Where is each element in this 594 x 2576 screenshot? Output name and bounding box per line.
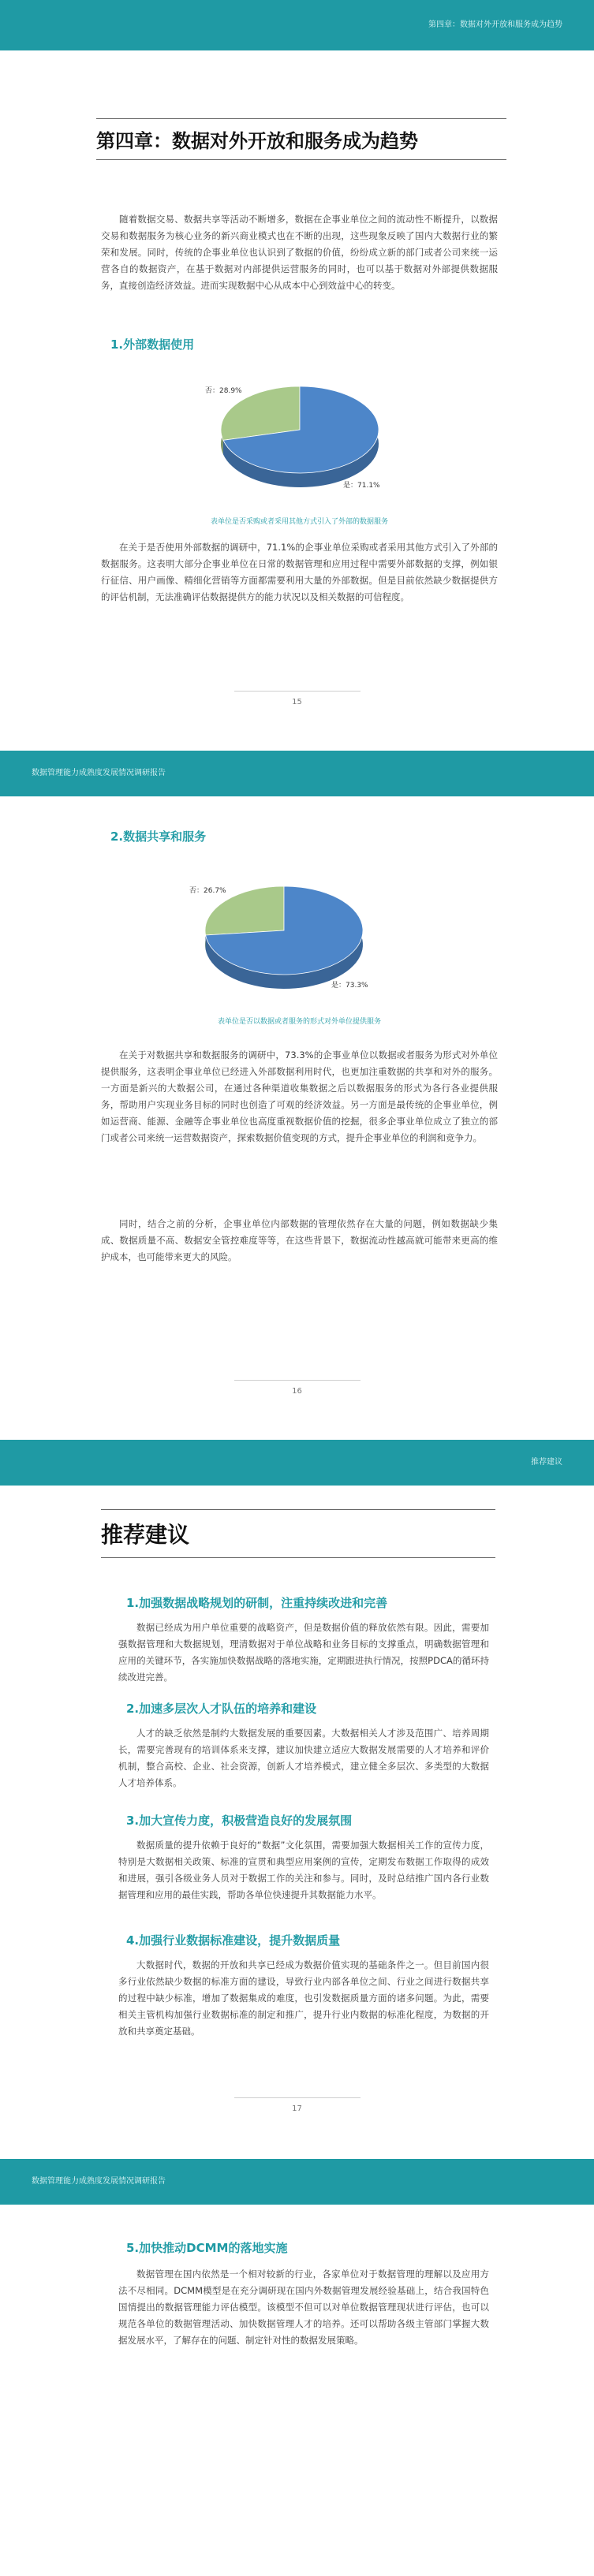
page-title: 推荐建议 (101, 1522, 190, 1548)
recommendation-body: 数据已经成为用户单位重要的战略资产，但是数据价值的释放依然有限。因此，需要加强数据管理和大数据规划，理清数据对于单位战略和业务目标的支撑重点，明确数据管理和应用的关键环节，各实施加快数据战略的落地实施，定期跟进执行情况，按照PDCA的循环持续改进完善。 (118, 1622, 489, 1683)
chart-caption: 表单位是否采购或者采用其他方式引入了外部的数据服务 (210, 518, 388, 526)
page-header-band (0, 1440, 594, 1486)
pie-label-0: 否：26.7% (189, 887, 226, 895)
recommendation-title: 1.加强数据战略规划的研制，注重持续改进和完善 (126, 1596, 388, 1610)
report-page-15 (0, 0, 594, 751)
recommendation-title: 2.加速多层次人才队伍的培养和建设 (126, 1702, 317, 1716)
page-number-rule (234, 1380, 361, 1381)
pie-chart-data-sharing (166, 869, 402, 1011)
page-footer-band (0, 2159, 594, 2205)
recommendation-body: 数据管理在国内依然是一个相对较新的行业，各家单位对于数据管理的理解以及应用方法不尽相同。DCMM模型是在充分调研现在国内外数据管理发展经验基础上，结合我国特色国情提出的数据管理能力评估模型。该模型不但可以对单位数据管理现状进行评估，也可以规范各单位的数据管理活动、加快数据管理人才的培养。还可以帮助各级主管部门掌握大数据发展水平，了解存在的问题、制定针对性的数据发展策略。 (118, 2268, 489, 2346)
pie-label-0: 否：28.9% (205, 387, 242, 395)
section-title: 1.外部数据使用 (110, 337, 195, 352)
page-header-text: 第四章：数据对外开放和服务成为趋势 (428, 21, 562, 29)
pie-chart-external-data (181, 371, 418, 509)
body-paragraph: 在关于对数据共享和数据服务的调研中，73.3%的企事业单位以数据或者服务为形式对外单位提供服务，这表明企事业单位已经进入外部数据利用时代，也更加注重数据的共享和对外的服务。一方面是新兴的大数据公司，在通过各种渠道收集数据之后以数据服务的形式为各行各业提供服务，帮助用户实现业务目标的同时也创造了可观的经济效益。另一方面是最传统的企事业单位，例如运营商、能源、金融等企事业单位也高度重视数据价值的挖掘，很多企事业单位成立了独立的部门或者公司来统一运营数据资产，探索数据价值变现的方式，提升企事业单位的利润和竞争力。 (101, 1049, 498, 1143)
body-paragraph: 同时，结合之前的分析，企事业单位内部数据的管理依然存在大量的问题，例如数据缺少集成、数据质量不高、数据安全管控难度等等，在这些背景下，数据流动性越高就可能带来更高的维护成本，也可能带来更大的风险。 (101, 1218, 498, 1262)
report-page-18 (0, 2205, 594, 2530)
page-number: 17 (292, 2104, 302, 2113)
recommendation-title: 3.加大宣传力度，积极营造良好的发展氛围 (126, 1814, 353, 1828)
page-footer-text: 数据管理能力成熟度发展情况调研报告 (32, 2177, 166, 2186)
report-page-16 (0, 796, 594, 1440)
report-page-17 (0, 1486, 594, 2159)
divider (96, 159, 506, 160)
page-number: 16 (292, 1387, 302, 1396)
recommendation-title: 5.加快推动DCMM的落地实施 (126, 2241, 288, 2255)
page-number-rule (234, 2097, 361, 2098)
recommendation-body: 大数据时代，数据的开放和共享已经成为数据价值实现的基础条件之一。但目前国内很多行业依然缺少数据的标准方面的建设，导致行业内部各单位之间、行业之间进行数据共享的过程中缺少标准，增加了数据集成的难度，也引发数据质量方面的诸多问题。为此，需要相关主管机构加强行业数据标准的制定和推广，提升行业内数据的标准化程度，为数据的开放和共享奠定基础。 (118, 1959, 489, 2037)
page-number: 15 (292, 698, 302, 706)
section-title: 2.数据共享和服务 (110, 829, 207, 844)
recommendation-title: 4.加强行业数据标准建设，提升数据质量 (126, 1933, 341, 1948)
chapter-title-block (96, 118, 506, 160)
recommendation-body: 人才的缺乏依然是制约大数据发展的重要因素。大数据相关人才涉及范围广、培养周期长，需要完善现有的培训体系来支撑，建议加快建立适应大数据发展需要的人才培养和评价机制，整合高校、企业、社会资源，创新人才培养模式，建立健全多层次、多类型的大数据人才培养体系。 (118, 1728, 489, 1788)
chart-caption: 表单位是否以数据或者服务的形式对外单位提供服务 (217, 1018, 381, 1026)
suggest-title-block (101, 1509, 495, 1558)
pie-label-1: 是：71.1% (343, 482, 380, 490)
intro-paragraph: 随着数据交易、数据共享等活动不断增多，数据在企事业单位之间的流动性不断提升，以数据交易和数据服务为核心业务的新兴商业模式也在不断的出现，这些现象反映了国内大数据行业的繁荣和发展。同时，传统的企事业单位也认识到了数据的价值，纷纷成立新的部门或者公司来统一运营各自的数据资产，在基于数据对内部提供运营服务的同时，也可以基于数据对外部提供数据服务，直接创造经济效益。进而实现数据中心从成本中心到效益中心的转变。 (101, 214, 498, 291)
chapter-title: 第四章：数据对外开放和服务成为趋势 (96, 129, 418, 152)
page-header-text: 推荐建议 (531, 1458, 562, 1467)
divider (96, 118, 506, 119)
pie-label-1: 是：73.3% (331, 982, 368, 990)
divider (101, 1509, 495, 1510)
recommendation-body: 数据质量的提升依赖于良好的“数据”文化氛围，需要加强大数据相关工作的宣传力度，特别是大数据相关政策、标准的宣贯和典型应用案例的宣传，定期发布数据工作取得的成效和进展，强引各级业务人员对于数据工作的关注和参与。同时，及时总结推广国内各行业数据管理和应用的最佳实践，帮助各单位快速提升其数据能力水平。 (118, 1840, 489, 1900)
body-paragraph: 在关于是否使用外部数据的调研中，71.1%的企事业单位采购或者采用其他方式引入了外部的数据服务。这表明大部分企事业单位在日常的数据管理和应用过程中需要外部数据的支撑，例如银行征信、用户画像、精细化营销等方面都需要利用大量的外部数据。但是目前依然缺少数据提供方的评估机制，无法准确评估数据提供方的能力状况以及相关数据的可信程度。 (101, 542, 498, 602)
divider (101, 1557, 495, 1558)
page-footer-band (0, 751, 594, 796)
page-header-band (0, 0, 594, 50)
page-number-rule (234, 691, 361, 692)
page-number-block (0, 1380, 594, 1396)
page-footer-text: 数据管理能力成熟度发展情况调研报告 (32, 769, 166, 777)
page-number-block (0, 2097, 594, 2113)
page-number-block (0, 691, 594, 706)
